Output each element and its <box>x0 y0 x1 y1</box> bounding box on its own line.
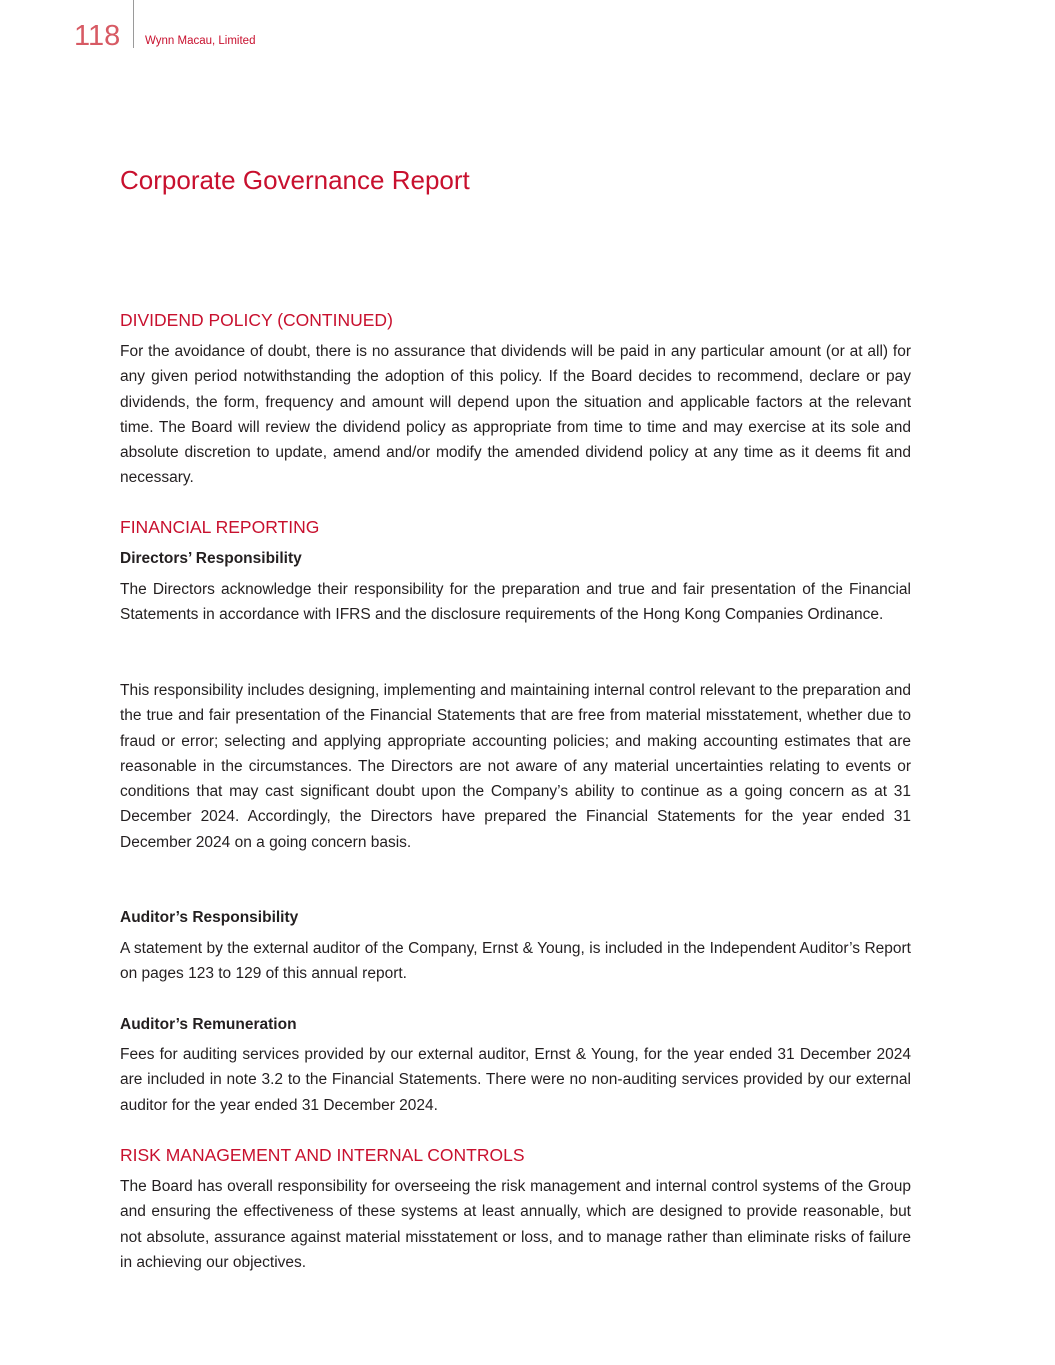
company-name: Wynn Macau, Limited <box>145 35 256 47</box>
dividend-paragraph: For the avoidance of doubt, there is no assurance that dividends will be paid in any particular amount (or at all) for any given period notwithstanding the adoption of this policy. If the Board decides to recommend, declare or pay dividends, the form, frequency and amount will depend upon the situation and applicable factors at the relevant time. The Board will review the dividend policy as appropriate from time to time and may exercise at its sole and absolute discretion to update, amend and/or modify the amended dividend policy at any time as it deems fit and necessary. <box>120 343 911 487</box>
auditor-subheading: Auditor’s Responsibility <box>120 909 299 926</box>
dividend-heading: DIVIDEND POLICY (CONTINUED) <box>120 310 393 330</box>
directors-paragraph-1: The Directors acknowledge their responsibility for the preparation and true and fair presentation of the Financial Statements in accordance with IFRS and the disclosure requirements of the Hong Kong Companies Ordinance. <box>120 581 911 624</box>
page-title: Corporate Governance Report <box>120 165 470 195</box>
directors-paragraph-2: This responsibility includes designing, implementing and maintaining internal control relevant to the preparation and the true and fair presentation of the Financial Statements that are free from material misstatement, whether due to fraud or error; selecting and applying appropriate accounting policies; and making accounting estimates that are reasonable in the circumstances. The Directors are not aware of any material uncertainties relating to events or conditions that may cast significant doubt upon the Company’s ability to continue as a going concern as at 31 December 2024. Accordingly, the Directors have prepared the Financial Statements for the year ended 31 December 2024 on a going concern basis. <box>120 682 911 851</box>
page-number: 118 <box>74 20 121 52</box>
financial-heading: FINANCIAL REPORTING <box>120 517 320 537</box>
risk-paragraph: The Board has overall responsibility for overseeing the risk management and internal control systems of the Group and ensuring the effectiveness of these systems at least annually, which are designed to provide reasonable, but not absolute, assurance against material misstatement or loss, and to manage rather than eliminate risks of failure in achieving our objectives. <box>120 1178 911 1271</box>
auditor-paragraph: A statement by the external auditor of the Company, Ernst & Young, is included in the Independent Auditor’s Report on pages 123 to 129 of this annual report. <box>120 940 911 983</box>
remuneration-paragraph: Fees for auditing services provided by our external auditor, Ernst & Young, for the year ended 31 December 2024 are included in note 3.2 to the Financial Statements. There were no non-auditing services provided by our external auditor for the year ended 31 December 2024. <box>120 1046 911 1114</box>
header-divider <box>133 0 134 48</box>
directors-subheading: Directors’ Responsibility <box>120 550 302 567</box>
remuneration-subheading: Auditor’s Remuneration <box>120 1016 297 1033</box>
risk-heading: RISK MANAGEMENT AND INTERNAL CONTROLS <box>120 1145 525 1165</box>
